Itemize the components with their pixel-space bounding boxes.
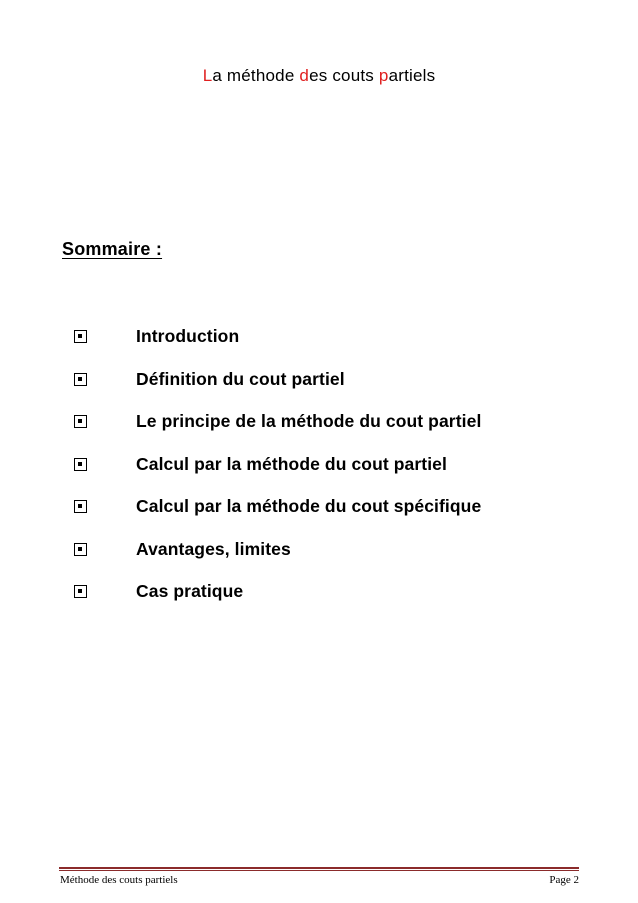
toc-item-label: Calcul par la méthode du cout spécifique	[136, 496, 482, 516]
sommaire-heading: Sommaire :	[62, 239, 163, 259]
checkbox-square-icon	[74, 330, 87, 343]
title-part: a méthode	[212, 66, 300, 85]
toc-item	[74, 411, 482, 454]
toc-item	[74, 326, 240, 369]
footer-document-title: Méthode des couts partiels	[60, 874, 178, 886]
checkbox-square-icon	[74, 543, 87, 556]
toc-item-label: Le principe de la méthode du cout partiel	[136, 411, 482, 431]
checkbox-square-icon	[74, 585, 87, 598]
title-part: L	[202, 66, 213, 85]
title-part: es couts	[309, 66, 379, 85]
checkbox-square-icon	[74, 415, 87, 428]
toc-item-label: Cas pratique	[136, 581, 244, 601]
toc-item-label: Calcul par la méthode du cout partiel	[136, 453, 447, 474]
footer-divider-thin	[59, 870, 579, 871]
checkbox-square-icon	[74, 500, 87, 513]
toc-item	[74, 538, 291, 582]
toc-item-label: Définition du cout partiel	[136, 368, 345, 389]
toc-item-label: Avantages, limites	[136, 538, 291, 559]
checkbox-square-icon	[74, 373, 87, 386]
toc-item	[74, 453, 447, 497]
title-part: p	[378, 66, 389, 85]
footer-divider	[59, 867, 579, 869]
footer-page-number: Page 2	[549, 874, 579, 886]
page-title	[0, 66, 638, 86]
toc-item	[74, 368, 345, 412]
toc-item	[74, 581, 244, 624]
title-part: d	[299, 66, 310, 85]
toc-item	[74, 496, 482, 539]
title-part: artiels	[388, 66, 436, 85]
toc-item-label: Introduction	[136, 326, 240, 346]
checkbox-square-icon	[74, 458, 87, 471]
toc-list	[74, 326, 482, 624]
